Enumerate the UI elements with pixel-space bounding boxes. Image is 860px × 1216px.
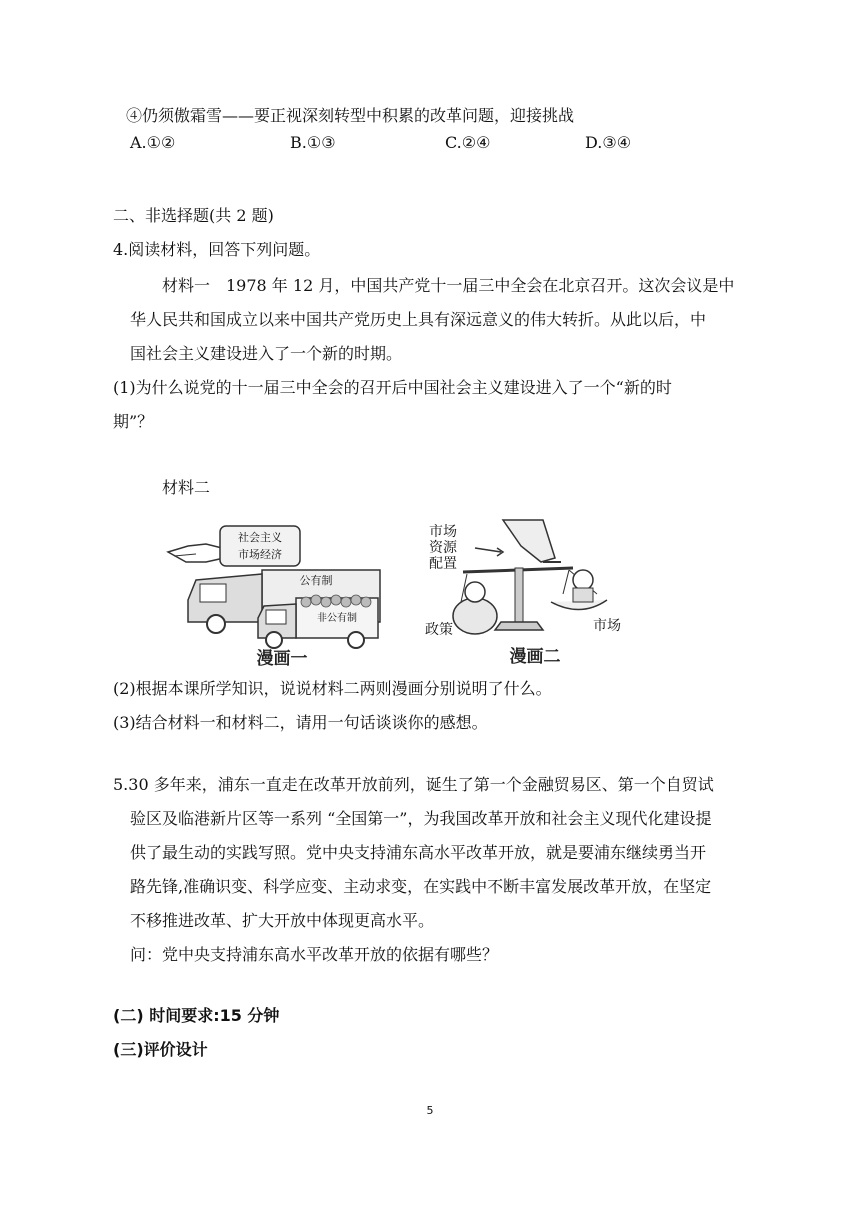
q4-material2-label: 材料二 [162,478,211,497]
cartoon-one [166,522,388,668]
q5-line: 验区及临港新片区等一系列 “全国第一”，为我国改革开放和社会主义现代化建设提 [130,809,712,828]
evaluation-design: (三)评价设计 [113,1040,208,1059]
q4-question-1: (1)为什么说党的十一届三中全会的召开后中国社会主义建设进入了一个“新的时 [113,378,672,397]
cartoon-two [423,518,645,668]
page-number: 5 [426,1104,434,1117]
truck-big-label: 公有制 [299,574,333,587]
cartoon-two-label-right: 市场 [593,618,621,634]
q4-question-1-cont: 期”？ [113,412,154,431]
q4-question-3: (3)结合材料一和材料二，请用一句话谈谈你的感想。 [113,713,488,732]
q3-option-c: C.②④ [445,133,491,152]
q3-option-b: B.①③ [290,133,336,152]
q5-line: 供了最生动的实践写照。党中央支持浦东高水平改革开放，就是要浦东继续勇当开 [130,843,707,862]
cartoon-two-label-top: 市场 [429,524,457,540]
cartoon-two-caption: 漫画二 [509,647,561,667]
time-requirement: (二) 时间要求:15 分钟 [113,1006,280,1025]
q5-line: 路先锋,准确识变、科学应变、主动求变，在实践中不断丰富发展改革开放，在坚定 [130,877,712,896]
cartoon-two-label-left: 政策 [425,622,453,638]
q4-material1-line: 国社会主义建设进入了一个新的时期。 [130,344,403,363]
q4-stem: 4.阅读材料，回答下列问题。 [113,240,321,259]
cartoon-one-caption: 漫画一 [256,649,308,668]
cartoon-two-label-top: 资源 [429,540,457,556]
cartoon-one-sign-bottom: 市场经济 [238,548,282,561]
q4-question-2: (2)根据本课所学知识，说说材料二两则漫画分别说明了什么。 [113,679,552,698]
q5-line: 5.30 多年来，浦东一直走在改革开放前列，诞生了第一个金融贸易区、第一个自贸试 [113,775,714,794]
q4-material1-line: 材料一 1978 年 12 月，中国共产党十一届三中全会在北京召开。这次会议是中 [162,276,735,295]
cartoon-two-label-top: 配置 [429,556,457,572]
truck-small-label: 非公有制 [317,613,357,624]
section-heading: 二、非选择题(共 2 题) [113,206,274,225]
q4-material1-line: 华人民共和国成立以来中国共产党历史上具有深远意义的伟大转折。从此以后，中 [130,310,707,329]
cartoon-one-sign-top: 社会主义 [238,531,282,544]
q3-option-d: D.③④ [585,133,632,152]
q5-line: 不移推进改革、扩大开放中体现更高水平。 [130,911,435,930]
q3-option-a: A.①② [130,133,176,152]
q3-item-4: ④仍须傲霜雪——要正视深刻转型中积累的改革问题，迎接挑战 [126,106,575,125]
q5-question: 问：党中央支持浦东高水平改革开放的依据有哪些？ [130,945,499,964]
